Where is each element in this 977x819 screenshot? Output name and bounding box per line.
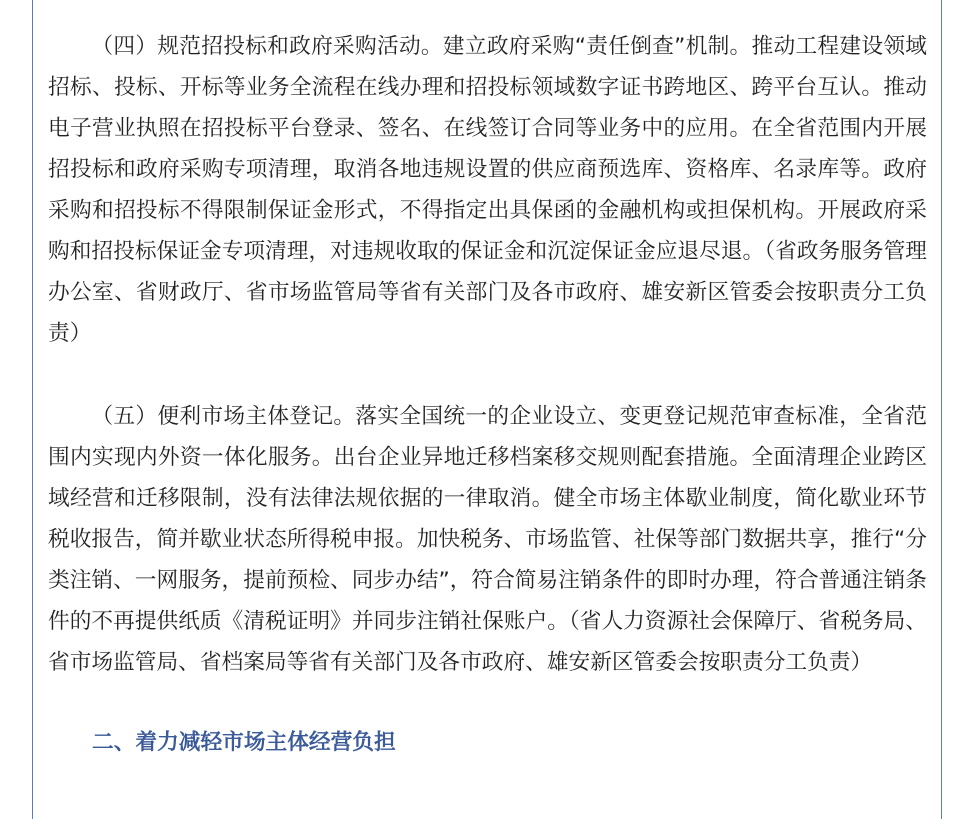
section-heading: 二、着力减轻市场主体经营负担 bbox=[92, 730, 396, 755]
article-content bbox=[32, 0, 942, 819]
paragraph-registration: （五）便利市场主体登记。落实全国统一的企业设立、变更登记规范审查标准，全省范围内实现内外资一体化服务。出台企业异地迁移档案移交规则配套措施。全面清理企业跨区域经营和迁移限制，没有法律法规依据的一律取消。健全市场主体歇业制度，简化歇业环节税收报告，简并歇业状态所得税申报。加快税务、市场监管、社保等部门数据共享，推行“分类注销、一网服务，提前预检、同步办结”，符合简易注销条件的即时办理，符合普通注销条件的不再提供纸质《清税证明》并同步注销社保账户。（省人力资源社会保障厅、省税务局、省市场监管局、省档案局等省有关部门及各市政府、雄安新区管委会按职责分工负责） bbox=[48, 404, 927, 675]
paragraph-procurement: （四）规范招投标和政府采购活动。建立政府采购“责任倒查”机制。推动工程建设领域招标、投标、开标等业务全流程在线办理和招投标领域数字证书跨地区、跨平台互认。推动电子营业执照在招投标平台登录、签名、在线签订合同等业务中的应用。在全省范围内开展招投标和政府采购专项清理，取消各地违规设置的供应商预选库、资格库、名录库等。政府采购和招投标不得限制保证金形式，不得指定出具保函的金融机构或担保机构。开展政府采购和招投标保证金专项清理，对违规收取的保证金和沉淀保证金应退尽退。（省政务服务管理办公室、省财政厅、省市场监管局等省有关部门及各市政府、雄安新区管委会按职责分工负责） bbox=[48, 34, 927, 346]
